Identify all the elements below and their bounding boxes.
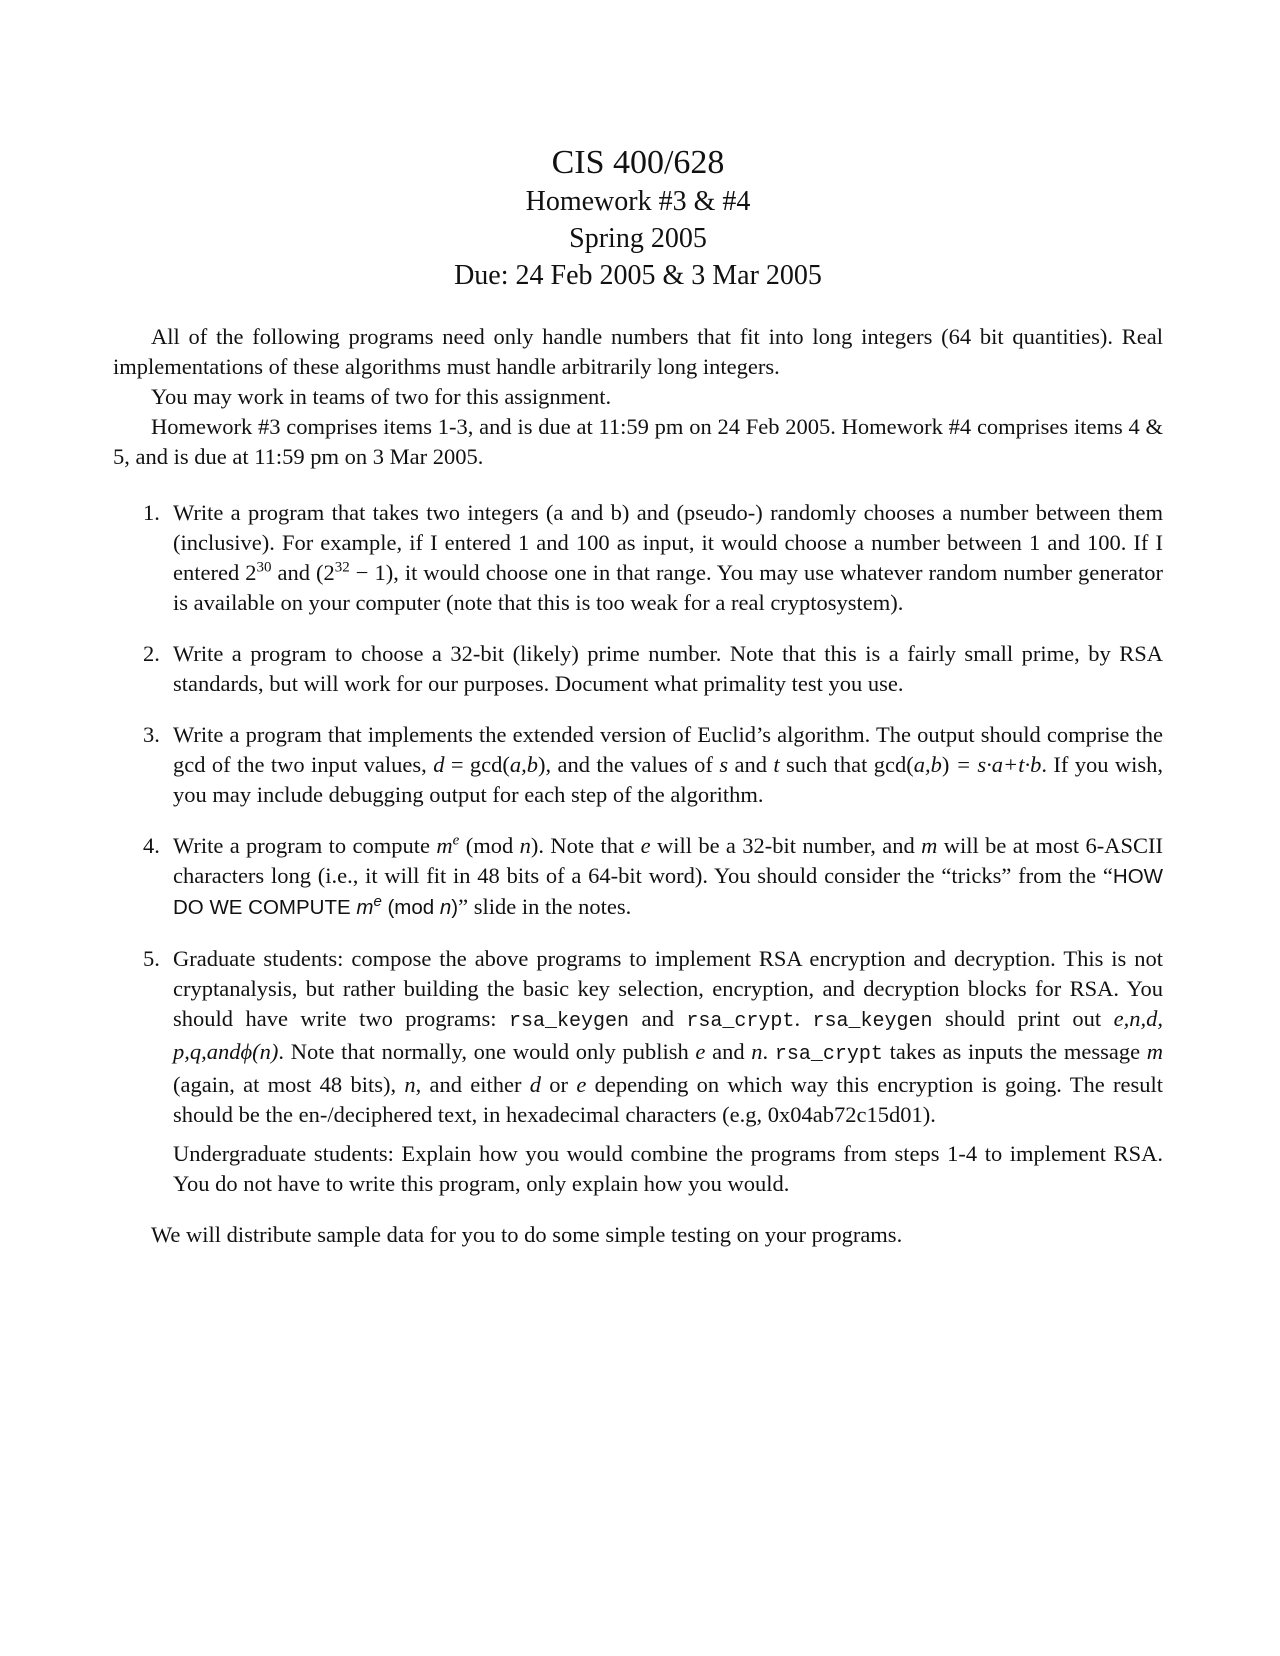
intro-paragraph-1: All of the following programs need only handle numbers that fit into long integers (64 bit quantities). Real implementations of these algorithms must handle arbitrarily long integers. — [113, 324, 1163, 379]
list-item — [113, 498, 1163, 618]
intro-paragraph-2: You may work in teams of two for this assignment. — [151, 384, 612, 409]
list-item — [113, 639, 1163, 699]
course-title: CIS 400/628 — [551, 144, 725, 181]
program-name: rsa_crypt — [774, 1043, 883, 1066]
item-number: 3. — [143, 722, 160, 747]
item-number: 5. — [143, 946, 160, 971]
item-text: Write a program to compute $m^e$ (mod n). Note that e will be a 32-bit number, and m will be at most 6-ASCII characters long (i.e., it will fit in 48 bits of a 64-bit word). You should consider the “tricks” from the “HOW DO WE COMPUTE $m^e$ (mod n)” slide in the notes. — [173, 832, 1163, 919]
assignment-list — [113, 498, 1163, 1199]
slide-title: HOW DO WE COMPUTE $m^e$ (mod n) — [173, 865, 1163, 919]
program-name: rsa_crypt — [686, 1010, 795, 1033]
item-number: 1. — [143, 500, 160, 525]
list-item — [113, 944, 1163, 1199]
list-item — [113, 720, 1163, 810]
item-text: Write a program that implements the extended version of Euclid’s algorithm. The output should comprise the gcd of the two input values, d = gcd(a,b), and the values of s and t such that gcd(a,b) = s·a+t·b. If you wish, you may include debugging output for each step of the algorithm. — [173, 722, 1164, 807]
term: Spring 2005 — [569, 223, 707, 254]
due-date: Due: 24 Feb 2005 & 3 Mar 2005 — [454, 260, 822, 291]
equation: = s·a+t·b — [955, 752, 1042, 777]
undergrad-note: Undergraduate students: Explain how you would combine the programs from steps 1-4 to implement RSA. You do not have to write this program, only explain how you would. — [173, 1141, 1163, 1196]
closing-note: We will distribute sample data for you to do some simple testing on your programs. — [151, 1222, 903, 1247]
item-text: Graduate students: compose the above programs to implement RSA encryption and decryption. This is not cryptanalysis, but rather building the basic key selection, encryption, and decryption blocks for RSA. You should have write two programs: rsa_keygen and rsa_crypt. rsa_keygen should print out e,n,d, p,q,andϕ(n). Note that normally, one would only publish e and n. rsa_crypt takes as inputs the message m (again, at most 48 bits), n, and either d or e depending on which way this encryption is going. The result should be the en-/deciphered text, in hexadecimal characters (e.g, 0x04ab72c15d01). — [173, 946, 1163, 1127]
list-item — [113, 831, 1163, 923]
intro-section — [113, 322, 1163, 472]
program-name: rsa_keygen — [508, 1010, 629, 1033]
program-name: rsa_keygen — [812, 1010, 933, 1033]
homework-title: Homework #3 & #4 — [525, 186, 751, 217]
intro-paragraph-3: Homework #3 comprises items 1-3, and is due at 11:59 pm on 24 Feb 2005. Homework #4 comprises items 4 & 5, and is due at 11:59 pm on 3 Mar 2005. — [113, 414, 1163, 469]
item-number: 2. — [143, 641, 160, 666]
item-text: Write a program that takes two integers (a and b) and (pseudo-) randomly chooses a number between them (inclusive). For example, if I entered 1 and 100 as input, it would choose a number between 1 and 100. If I entered $2^{30}$ and $(2^{32} - 1)$, it would choose one in that range. You may use whatever random number generator is available on your computer (note that this is too weak for a real cryptosystem). — [173, 500, 1163, 615]
document-header — [113, 143, 1163, 294]
item-number: 4. — [143, 833, 160, 858]
item-text: Write a program to choose a 32-bit (likely) prime number. Note that this is a fairly small prime, by RSA standards, but will work for our purposes. Document what primality test you use. — [173, 641, 1163, 696]
document-page — [113, 0, 1163, 1250]
